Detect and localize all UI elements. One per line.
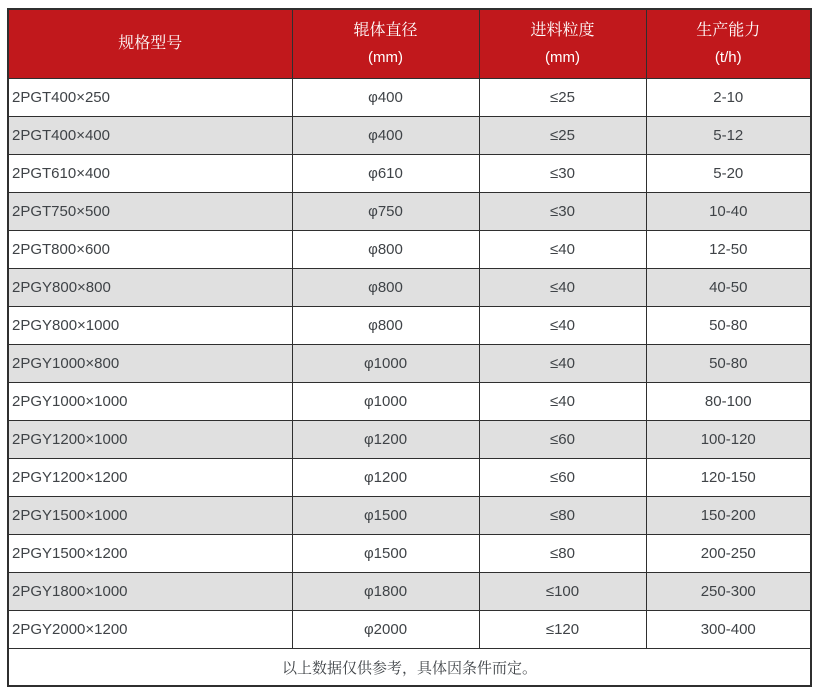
feed-size-cell: ≤100	[479, 573, 646, 611]
diameter-cell: φ1500	[292, 535, 479, 573]
model-cell: 2PGY800×800	[8, 269, 292, 307]
capacity-cell: 120-150	[646, 459, 811, 497]
diameter-cell: φ800	[292, 307, 479, 345]
diameter-cell: φ1000	[292, 345, 479, 383]
feed-size-cell: ≤25	[479, 117, 646, 155]
feed-size-cell: ≤40	[479, 231, 646, 269]
feed-size-cell: ≤60	[479, 421, 646, 459]
feed-size-cell: ≤25	[479, 79, 646, 117]
capacity-cell: 300-400	[646, 611, 811, 649]
capacity-cell: 5-12	[646, 117, 811, 155]
diameter-cell: φ400	[292, 117, 479, 155]
capacity-cell: 12-50	[646, 231, 811, 269]
diameter-cell: φ1000	[292, 383, 479, 421]
diameter-cell: φ800	[292, 269, 479, 307]
table-row	[8, 269, 811, 307]
spec-table-header	[8, 9, 811, 79]
diameter-cell: φ1500	[292, 497, 479, 535]
diameter-cell: φ750	[292, 193, 479, 231]
diameter-cell: φ2000	[292, 611, 479, 649]
diameter-cell: φ1200	[292, 459, 479, 497]
header-feed-size-label: 进料粒度	[530, 22, 595, 39]
capacity-cell: 100-120	[646, 421, 811, 459]
capacity-cell: 50-80	[646, 307, 811, 345]
table-row	[8, 459, 811, 497]
feed-size-cell: ≤30	[479, 193, 646, 231]
capacity-cell: 10-40	[646, 193, 811, 231]
capacity-cell: 80-100	[646, 383, 811, 421]
feed-size-cell: ≤40	[479, 307, 646, 345]
feed-size-cell: ≤40	[479, 269, 646, 307]
header-row	[8, 9, 811, 79]
capacity-cell: 2-10	[646, 79, 811, 117]
table-row	[8, 611, 811, 649]
diameter-cell: φ400	[292, 79, 479, 117]
model-cell: 2PGY1000×800	[8, 345, 292, 383]
capacity-cell: 50-80	[646, 345, 811, 383]
header-capacity-label: 生产能力	[696, 22, 761, 39]
feed-size-cell: ≤80	[479, 535, 646, 573]
spec-table-footer	[8, 649, 811, 687]
feed-size-cell: ≤40	[479, 345, 646, 383]
model-cell: 2PGY1800×1000	[8, 573, 292, 611]
header-capacity-unit: (t/h)	[714, 49, 742, 66]
table-row	[8, 231, 811, 269]
header-model-label: 规格型号	[118, 35, 183, 52]
model-cell: 2PGT400×400	[8, 117, 292, 155]
model-cell: 2PGY1500×1200	[8, 535, 292, 573]
table-row	[8, 307, 811, 345]
table-row	[8, 497, 811, 535]
diameter-cell: φ1200	[292, 421, 479, 459]
capacity-cell: 150-200	[646, 497, 811, 535]
footer-row	[8, 649, 811, 687]
header-feed-size-unit: (mm)	[545, 49, 580, 66]
feed-size-cell: ≤120	[479, 611, 646, 649]
table-row	[8, 573, 811, 611]
feed-size-cell: ≤60	[479, 459, 646, 497]
table-row	[8, 345, 811, 383]
diameter-cell: φ610	[292, 155, 479, 193]
header-model	[8, 9, 292, 79]
header-roller-diameter	[292, 9, 479, 79]
spec-table-body	[8, 79, 811, 649]
feed-size-cell: ≤80	[479, 497, 646, 535]
table-row	[8, 79, 811, 117]
diameter-cell: φ800	[292, 231, 479, 269]
model-cell: 2PGT750×500	[8, 193, 292, 231]
header-capacity	[646, 9, 811, 79]
spec-table	[7, 8, 812, 687]
header-roller-diameter-unit: (mm)	[368, 49, 403, 66]
model-cell: 2PGY1200×1200	[8, 459, 292, 497]
model-cell: 2PGY1000×1000	[8, 383, 292, 421]
capacity-cell: 250-300	[646, 573, 811, 611]
model-cell: 2PGT800×600	[8, 231, 292, 269]
model-cell: 2PGT400×250	[8, 79, 292, 117]
capacity-cell: 5-20	[646, 155, 811, 193]
model-cell: 2PGY800×1000	[8, 307, 292, 345]
table-row	[8, 383, 811, 421]
model-cell: 2PGT610×400	[8, 155, 292, 193]
capacity-cell: 40-50	[646, 269, 811, 307]
header-roller-diameter-label: 辊体直径	[353, 22, 418, 39]
diameter-cell: φ1800	[292, 573, 479, 611]
table-row	[8, 421, 811, 459]
model-cell: 2PGY1200×1000	[8, 421, 292, 459]
feed-size-cell: ≤30	[479, 155, 646, 193]
table-row	[8, 535, 811, 573]
footer-note: 以上数据仅供参考，具体因条件而定。	[8, 649, 811, 687]
table-row	[8, 117, 811, 155]
table-row	[8, 155, 811, 193]
model-cell: 2PGY2000×1200	[8, 611, 292, 649]
header-feed-size	[479, 9, 646, 79]
model-cell: 2PGY1500×1000	[8, 497, 292, 535]
table-row	[8, 193, 811, 231]
feed-size-cell: ≤40	[479, 383, 646, 421]
capacity-cell: 200-250	[646, 535, 811, 573]
